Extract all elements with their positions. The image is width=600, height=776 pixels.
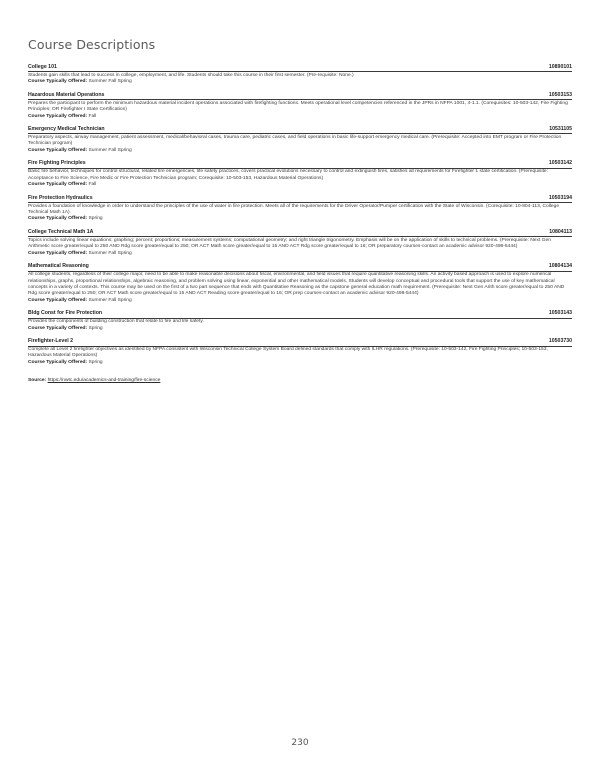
course-description: Basic fire behavior, techniques for control structural, related fire emergencies, life safety practices, covers practical evolutions necessary to control and extinguish fires, satisfies all requirements for Firefighter 1 state certification. (Prerequisite: Acceptance to Fire Science, Fire Medic or Fire Protection Technician program; Corequisite: 10-503-153, Hazardous Material Operations) [28, 169, 548, 181]
course-header [28, 92, 572, 100]
course-offered [28, 360, 572, 366]
page-number: 230 [291, 738, 309, 748]
offered-terms: Spring [88, 325, 103, 331]
course-offered [28, 79, 572, 85]
offered-label: Course Typically Offered: [28, 79, 88, 85]
course-header [28, 64, 572, 72]
source-line [28, 378, 572, 384]
course-offered [28, 326, 572, 332]
course-offered [28, 216, 572, 222]
course-header [28, 160, 572, 168]
course-code: 10531105 [549, 126, 572, 133]
course-code: 10503143 [548, 310, 572, 317]
course-entry [28, 64, 572, 86]
course-offered [28, 298, 572, 304]
course-header [28, 195, 572, 203]
course-name: College 101 [28, 64, 57, 70]
page-content [28, 0, 572, 385]
course-name: Emergency Medical Technician [28, 126, 105, 133]
offered-terms: Summer Fall Spring [88, 297, 132, 303]
course-name: College Technical Math 1A [28, 228, 94, 235]
course-description: Provides a foundation of knowledge in order to understand the principles of the use of water in fire protection. Meets all of the requirements for the Driver Operator/Pumper certification with the State of Wisconsin. (Corequisite: 10-804-113, College Technical Math 1A) [28, 203, 560, 215]
course-description: Prepares the participant to perform the minimum hazardous material incident operations associated with firefighting functions. Meets operational level competencies referenced in the JPRs in NFPA 1001, 4-1.1. (Corequisites: 10-503-142, Fire Fighting Principles; OR Firefighter I State Certification) [28, 100, 568, 113]
course-name: Fire Protection Hydraulics [28, 194, 93, 201]
course-list [28, 64, 572, 366]
course-offered [28, 148, 572, 154]
course-header [28, 263, 572, 271]
offered-terms: Fall [88, 113, 97, 119]
course-code: 10804113 [549, 228, 572, 235]
offered-terms: Summer Fall Spring [88, 147, 132, 153]
course-description: Provides the components of building construction that relate to fire and life safety. [28, 319, 204, 325]
course-entry [28, 263, 572, 304]
offered-label: Course Typically Offered: [28, 297, 88, 303]
course-entry [28, 229, 572, 257]
offered-label: Course Typically Offered: [28, 325, 88, 331]
offered-terms: Spring [88, 359, 103, 365]
course-code: 10503194 [548, 194, 572, 201]
course-entry [28, 126, 572, 154]
course-name: Fire Fighting Principles [28, 160, 86, 167]
course-name: Bldg Const for Fire Protection [28, 310, 103, 317]
course-header [28, 338, 572, 346]
offered-terms: Summer Fall Spring [88, 79, 132, 85]
course-offered [28, 182, 572, 188]
source-label: Source: [28, 378, 47, 384]
course-entry [28, 195, 572, 223]
course-description: All college students, regardless of their college major, need to be able to make reasonable decisions about fiscal, environmental, and field issues that require quantitative reasoning skills. An activity based approach is used to explore numerical relationships, graphs, proportional relationships, algebraic reasoning, and problem solving using linear, exponential and other mathematical models. Students will develop conceptual and procedural tools that support the use of key mathematical concepts in a variety of contexts. This course may be used on the first of a two part sequence that ends with Quantitative Reasoning as the capstone general education math requirement. (Prerequisite: Next Gen Arith score greater/equal to 250 AND Rdg score greater/equal to 250; OR ACT Math score greater/equal to 15 AND ACT Reading score greater/equal to 16; OR prep courses-contact an academic advisor 920-498-5444) [28, 272, 565, 297]
offered-label: Course Typically Offered: [28, 147, 88, 153]
course-entry [28, 92, 572, 120]
offered-label: Course Typically Offered: [28, 216, 88, 222]
course-code: 10804134 [548, 263, 572, 270]
course-code: 10503153 [548, 91, 572, 98]
page-title: Course Descriptions [28, 37, 156, 52]
course-name: Firefighter-Level 2 [28, 338, 73, 345]
course-entry [28, 338, 572, 366]
course-name: Hazardous Material Operations [28, 91, 105, 98]
course-name: Mathematical Reasoning [28, 263, 89, 270]
offered-label: Course Typically Offered: [28, 113, 88, 119]
course-description: Topics include solving linear equations; graphing; percent; proportions; measurement systems; computational geometry; and right triangle trigonometry. Emphasis will be on the application of skills to technical problems. (Prerequisite: Next Gen Arithmetic score greater/equal to 250 AND Rdg score greater/equal to 250; OR ACT Math score greater/equal to 15 AND ACT Rdg score greater/equal to 16; OR preparatory courses-contact an academic advisor 920-498-5444) [28, 237, 551, 250]
course-entry [28, 310, 572, 332]
course-code: 10503730 [548, 338, 572, 345]
course-header [28, 229, 572, 237]
course-code: 10890101 [548, 64, 572, 70]
course-header [28, 126, 572, 134]
course-offered [28, 251, 572, 257]
course-description: Preparatory aspects, airway management, patient assessment, medical/behavioral cases, trauma care, pediatric cases, and field operations in basic life-support emergency medical care. (Prerequisite: Accepted into EMT program or Fire Protection Technician program) [28, 134, 562, 147]
course-code: 10503142 [548, 160, 572, 167]
offered-terms: Spring [88, 216, 103, 222]
course-description: Students gain skills that lead to success in college, employment, and life. Students should take this course in their first semester. (Pre-requisite: None.) [28, 72, 354, 78]
offered-label: Course Typically Offered: [28, 182, 88, 188]
course-header [28, 310, 572, 318]
course-offered [28, 114, 572, 120]
offered-label: Course Typically Offered: [28, 250, 88, 256]
course-entry [28, 160, 572, 188]
offered-label: Course Typically Offered: [28, 359, 88, 365]
offered-terms: Summer Fall Spring [88, 250, 132, 256]
source-link[interactable]: https://nwtc.edu/academics-and-training/fire-science [47, 378, 161, 384]
course-description: Complete all Level 2 firefighter objectives as identified by NFPA consistent with Wisconsin Technical College System Board defined standards that comply with ILHR regulations. (Prerequisite: 10-503-142, Fire Fighting Principles; 10-503-153, Hazardous Material Operations) [28, 347, 548, 359]
offered-terms: Fall [88, 182, 97, 188]
